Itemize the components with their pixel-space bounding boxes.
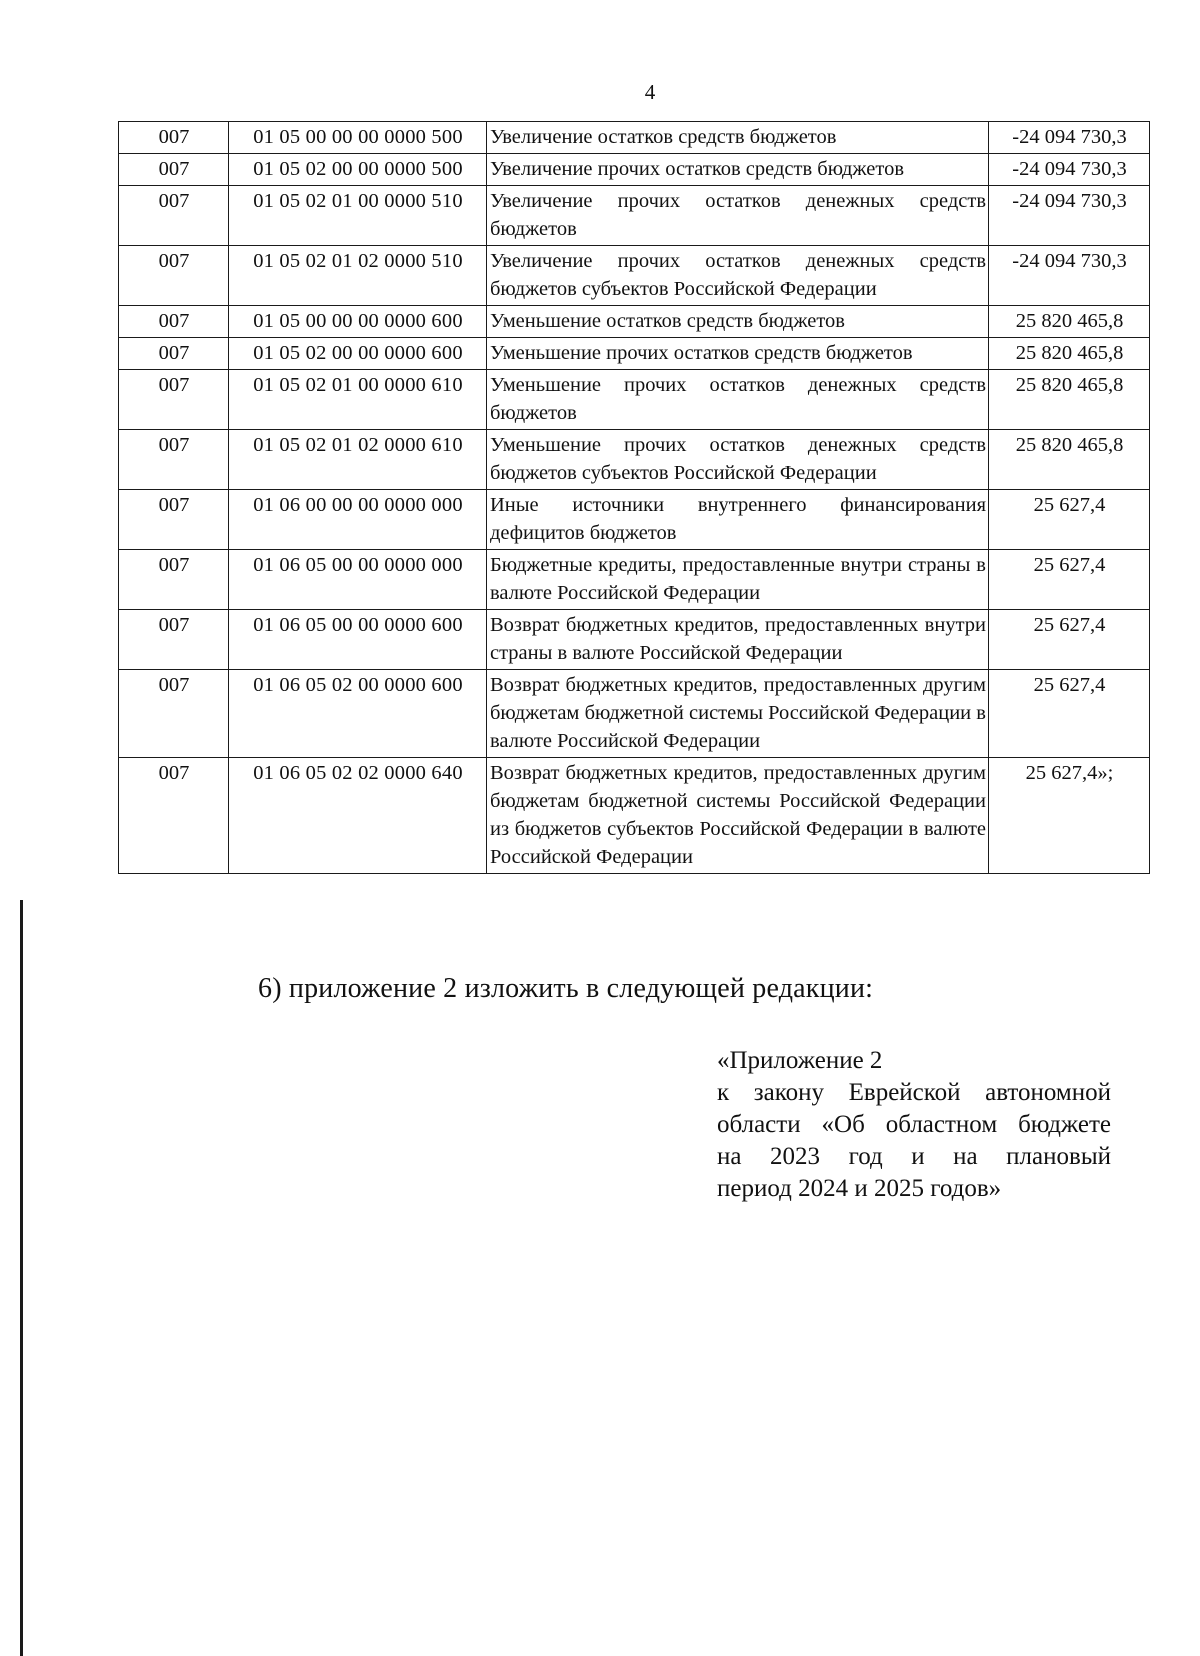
- admin-code-cell: 007: [119, 430, 229, 490]
- amount-cell: -24 094 730,3: [989, 246, 1150, 306]
- source-name-cell: Увеличение прочих остатков денежных средств бюджетов: [487, 186, 989, 246]
- source-name-cell: Увеличение прочих остатков денежных средств бюджетов субъектов Российской Федерации: [487, 246, 989, 306]
- amount-cell: 25 820 465,8: [989, 306, 1150, 338]
- amount-cell: -24 094 730,3: [989, 186, 1150, 246]
- source-name-cell: Уменьшение прочих остатков денежных средств бюджетов субъектов Российской Федерации: [487, 430, 989, 490]
- source-code-cell: 01 06 05 00 00 0000 600: [229, 610, 487, 670]
- source-code-cell: 01 05 00 00 00 0000 600: [229, 306, 487, 338]
- appendix-line: на 2023 год и на плановый: [717, 1143, 1111, 1170]
- admin-code-cell: 007: [119, 306, 229, 338]
- appendix-line: к закону Еврейской автономной: [717, 1079, 1111, 1106]
- table-row: [119, 338, 1150, 370]
- source-code-cell: 01 06 05 00 00 0000 000: [229, 550, 487, 610]
- appendix-line: «Приложение 2: [717, 1047, 883, 1074]
- table-row: [119, 306, 1150, 338]
- table-row: [119, 370, 1150, 430]
- source-name-cell: Уменьшение прочих остатков денежных средств бюджетов: [487, 370, 989, 430]
- admin-code-cell: 007: [119, 186, 229, 246]
- admin-code-cell: 007: [119, 370, 229, 430]
- table-row: [119, 246, 1150, 306]
- admin-code-cell: 007: [119, 122, 229, 154]
- source-code-cell: 01 05 00 00 00 0000 500: [229, 122, 487, 154]
- table-row: [119, 490, 1150, 550]
- admin-code-cell: 007: [119, 610, 229, 670]
- source-name-cell: Увеличение прочих остатков средств бюджетов: [487, 154, 989, 186]
- source-name-cell: Бюджетные кредиты, предоставленные внутри страны в валюте Российской Федерации: [487, 550, 989, 610]
- admin-code-cell: 007: [119, 550, 229, 610]
- source-name-cell: Уменьшение прочих остатков средств бюджетов: [487, 338, 989, 370]
- amount-cell: 25 627,4: [989, 490, 1150, 550]
- admin-code-cell: 007: [119, 758, 229, 874]
- table-body: [119, 122, 1150, 874]
- source-code-cell: 01 06 05 02 02 0000 640: [229, 758, 487, 874]
- amount-cell: 25 820 465,8: [989, 338, 1150, 370]
- admin-code-cell: 007: [119, 246, 229, 306]
- source-code-cell: 01 05 02 01 00 0000 510: [229, 186, 487, 246]
- source-name-cell: Уменьшение остатков средств бюджетов: [487, 306, 989, 338]
- scan-margin-line: [20, 900, 23, 1656]
- admin-code-cell: 007: [119, 490, 229, 550]
- amount-cell: 25 627,4: [989, 610, 1150, 670]
- source-name-cell: Возврат бюджетных кредитов, предоставленных другим бюджетам бюджетной системы Российской Федерации из бюджетов субъектов Российской Федерации в валюте Российской Федерации: [487, 758, 989, 874]
- source-code-cell: 01 05 02 01 00 0000 610: [229, 370, 487, 430]
- amount-cell: 25 627,4»;: [989, 758, 1150, 874]
- amount-cell: -24 094 730,3: [989, 154, 1150, 186]
- source-code-cell: 01 05 02 00 00 0000 500: [229, 154, 487, 186]
- table-row: [119, 610, 1150, 670]
- admin-code-cell: 007: [119, 670, 229, 758]
- table-row: [119, 758, 1150, 874]
- amount-cell: 25 627,4: [989, 550, 1150, 610]
- appendix-line: области «Об областном бюджете: [717, 1111, 1111, 1138]
- table-row: [119, 154, 1150, 186]
- appendix-heading: [717, 1045, 1111, 1205]
- amendment-text: 6) приложение 2 изложить в следующей редакции:: [258, 973, 874, 1004]
- source-code-cell: 01 05 02 01 02 0000 610: [229, 430, 487, 490]
- table-row: [119, 430, 1150, 490]
- source-name-cell: Возврат бюджетных кредитов, предоставленных внутри страны в валюте Российской Федерации: [487, 610, 989, 670]
- source-code-cell: 01 06 05 02 00 0000 600: [229, 670, 487, 758]
- amount-cell: 25 627,4: [989, 670, 1150, 758]
- source-name-cell: Иные источники внутреннего финансирования дефицитов бюджетов: [487, 490, 989, 550]
- budget-sources-table: [118, 121, 1150, 874]
- admin-code-cell: 007: [119, 154, 229, 186]
- page-number: 4: [644, 80, 656, 104]
- appendix-line: период 2024 и 2025 годов»: [717, 1175, 1002, 1202]
- amount-cell: 25 820 465,8: [989, 430, 1150, 490]
- table-row: [119, 550, 1150, 610]
- table-row: [119, 670, 1150, 758]
- table-row: [119, 186, 1150, 246]
- source-code-cell: 01 06 00 00 00 0000 000: [229, 490, 487, 550]
- source-name-cell: Возврат бюджетных кредитов, предоставленных другим бюджетам бюджетной системы Российской Федерации в валюте Российской Федерации: [487, 670, 989, 758]
- amount-cell: 25 820 465,8: [989, 370, 1150, 430]
- table-row: [119, 122, 1150, 154]
- amount-cell: -24 094 730,3: [989, 122, 1150, 154]
- admin-code-cell: 007: [119, 338, 229, 370]
- source-name-cell: Увеличение остатков средств бюджетов: [487, 122, 989, 154]
- source-code-cell: 01 05 02 00 00 0000 600: [229, 338, 487, 370]
- source-code-cell: 01 05 02 01 02 0000 510: [229, 246, 487, 306]
